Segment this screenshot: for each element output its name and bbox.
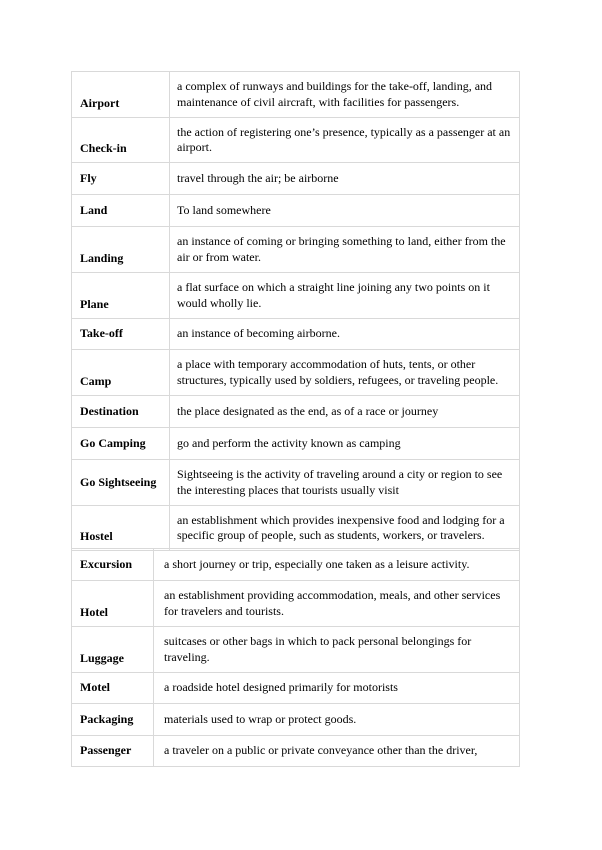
term-cell: Motel [72, 673, 154, 704]
definition-cell: go and perform the activity known as camping [170, 428, 520, 460]
term-cell: Go Sightseeing [72, 460, 170, 506]
term-cell: Take-off [72, 319, 170, 350]
definition-cell: suitcases or other bags in which to pack personal belongings for traveling. [154, 627, 520, 673]
definition-cell: an establishment providing accommodation, meals, and other services for travelers and tourists. [154, 581, 520, 627]
term-cell: Packaging [72, 704, 154, 736]
term-cell: Destination [72, 396, 170, 428]
term-cell: Check-in [72, 118, 170, 163]
table-row [72, 195, 520, 227]
table-row [72, 72, 520, 118]
definition-cell: the place designated as the end, as of a race or journey [170, 396, 520, 428]
term-cell: Passenger [72, 736, 154, 767]
term-cell: Land [72, 195, 170, 227]
term-cell: Camp [72, 350, 170, 396]
table-row [72, 704, 520, 736]
table-row [72, 163, 520, 195]
term-cell: Luggage [72, 627, 154, 673]
glossary-table-part1 [71, 71, 520, 551]
term-cell: Hostel [72, 506, 170, 551]
definition-cell: a short journey or trip, especially one taken as a leisure activity. [154, 549, 520, 581]
term-cell: Fly [72, 163, 170, 195]
table-row [72, 319, 520, 350]
definition-cell: To land somewhere [170, 195, 520, 227]
table-row [72, 428, 520, 460]
term-cell: Plane [72, 273, 170, 319]
definition-cell: the action of registering one’s presence, typically as a passenger at an airport. [170, 118, 520, 163]
term-cell: Airport [72, 72, 170, 118]
table-row [72, 460, 520, 506]
table-row [72, 506, 520, 551]
definition-cell: materials used to wrap or protect goods. [154, 704, 520, 736]
term-cell: Go Camping [72, 428, 170, 460]
definition-cell: a roadside hotel designed primarily for motorists [154, 673, 520, 704]
term-cell: Excursion [72, 549, 154, 581]
table-row [72, 273, 520, 319]
table-row [72, 627, 520, 673]
table-row [72, 118, 520, 163]
table-row [72, 581, 520, 627]
definition-cell: an instance of coming or bringing something to land, either from the air or from water. [170, 227, 520, 273]
definition-cell: a place with temporary accommodation of huts, tents, or other structures, typically used by soldiers, refugees, or traveling people. [170, 350, 520, 396]
table-row [72, 673, 520, 704]
definition-cell: an establishment which provides inexpensive food and lodging for a specific group of people, such as students, workers, or travelers. [170, 506, 520, 551]
table-row [72, 227, 520, 273]
definition-cell: a flat surface on which a straight line joining any two points on it would wholly lie. [170, 273, 520, 319]
definition-cell: Sightseeing is the activity of traveling around a city or region to see the interesting places that tourists usually visit [170, 460, 520, 506]
definition-cell: a traveler on a public or private conveyance other than the driver, [154, 736, 520, 767]
glossary-table-part2 [71, 548, 520, 767]
definition-cell: a complex of runways and buildings for the take-off, landing, and maintenance of civil aircraft, with facilities for passengers. [170, 72, 520, 118]
term-cell: Hotel [72, 581, 154, 627]
term-cell: Landing [72, 227, 170, 273]
table-row [72, 549, 520, 581]
definition-cell: travel through the air; be airborne [170, 163, 520, 195]
table-row [72, 350, 520, 396]
table-row [72, 736, 520, 767]
table-row [72, 396, 520, 428]
definition-cell: an instance of becoming airborne. [170, 319, 520, 350]
